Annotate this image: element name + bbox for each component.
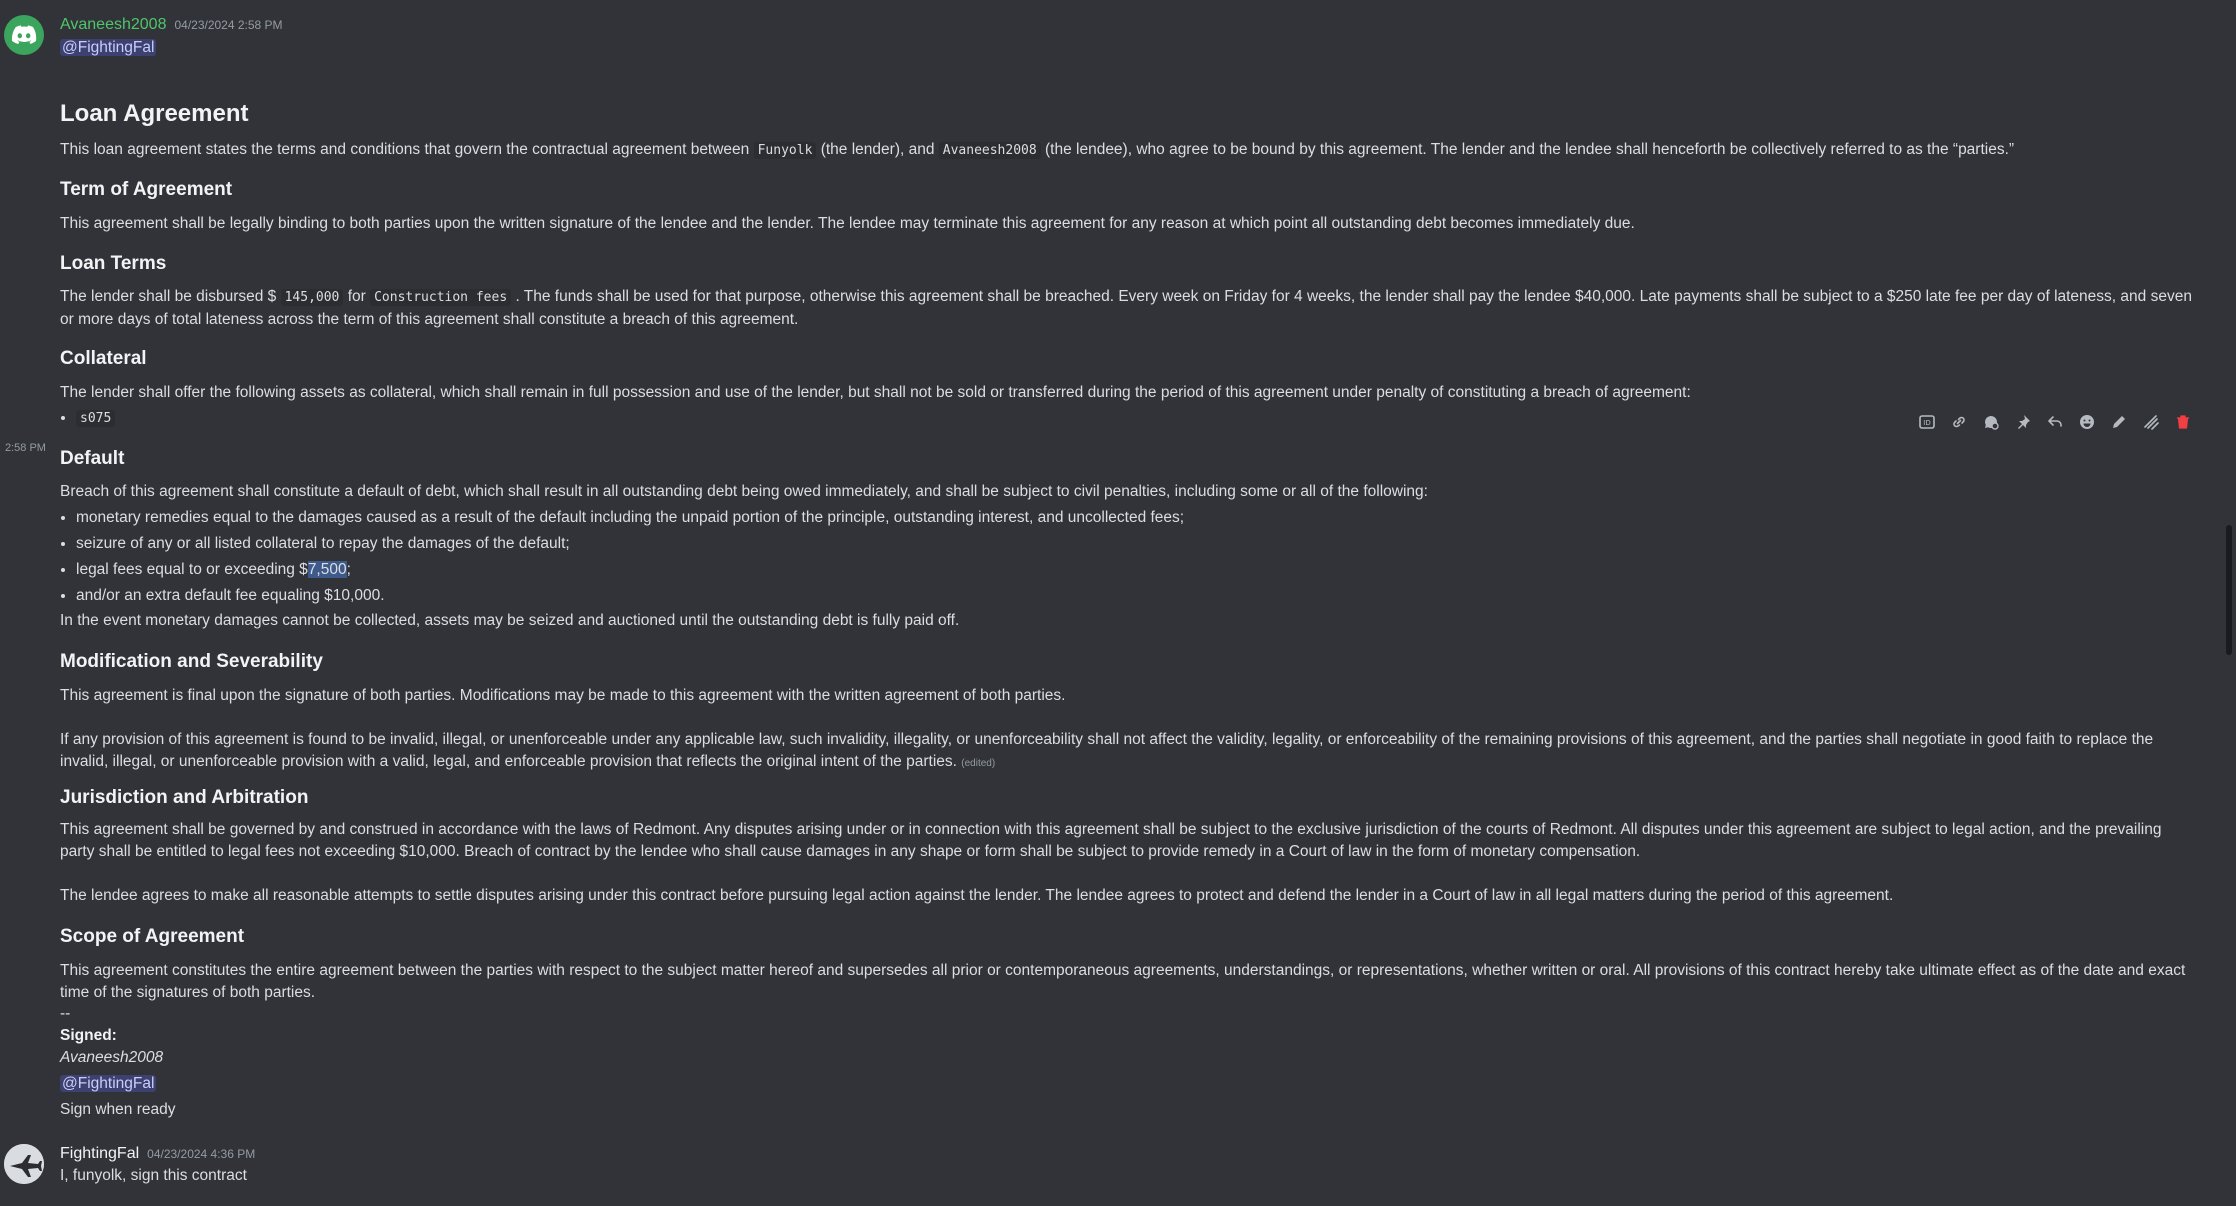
sign-prompt: Sign when ready [60,1101,176,1118]
collateral-list [60,405,2216,432]
modification-paragraph-1: This agreement is final upon the signature of both parties. Modifications may be made to this agreement with the written agreement of both parties. [60,687,1066,704]
list-item: • monetary remedies equal to the damages caused as a result of the default including the unpaid portion of the principle, outstanding interest, and uncollected fees; [76,505,2216,531]
timestamp[interactable]: 04/23/2024 4:36 PM [147,1147,256,1161]
default-heading: Default [60,448,125,469]
message-header-2 [60,1145,255,1163]
avatar-avaneesh[interactable] [4,15,44,55]
signed-name: Avaneesh2008 [60,1049,164,1066]
jurisdiction-heading: Jurisdiction and Arbitration [60,787,309,808]
avatar-fightingfal[interactable] [4,1144,44,1184]
pin-icon[interactable] [2014,413,2032,431]
default-paragraph: Breach of this agreement shall constitute a default of debt, which shall result in all outstanding debt being owed immediately, and shall be subject to civil penalties, including some or all of the following: [60,483,1428,500]
jurisdiction-paragraph-2: The lendee agrees to make all reasonable attempts to settle disputes arising under this contract before pursuing legal action against the lender. The lendee agrees to protect and defend the lender in a Court of law in all legal matters during the period of this agreement. [60,887,1894,904]
list-item: • s075 [76,405,2216,432]
forward-icon[interactable] [2142,413,2160,431]
hover-timestamp: 2:58 PM [5,442,46,454]
default-after-paragraph: In the event monetary damages cannot be collected, assets may be seized and auctioned until the outstanding debt is fully paid off. [60,612,960,629]
link-icon[interactable] [1950,413,1968,431]
jet-avatar-icon [4,1144,44,1184]
mention-line [60,37,2200,59]
edited-tag: (edited) [961,758,996,769]
emoji-icon[interactable] [2078,413,2096,431]
mention-line-2 [60,1073,2200,1095]
message-toolbar [1918,413,2192,431]
modification-paragraph-2: If any provision of this agreement is found to be invalid, illegal, or unenforceable under any applicable law, such invalidity, illegality, or unenforceability shall not affect the validity, legality, or enforceability of the remaining provisions of this agreement, and the parties shall negotiate in good faith to replace the invalid, illegal, or unenforceable provision with a valid, legal, and enforceable provision that reflects the original intent of the parties. (edited) [60,731,2154,770]
jurisdiction-paragraph-1: This agreement shall be governed by and construed in accordance with the laws of Redmont. Any disputes arising under or in connection with this agreement shall be subject to the exclusive jurisdiction of the courts of Redmont. All disputes under this agreement are subject to legal action, and the prevailing party shall be entitled to legal fees not exceeding $10,000. Breach of contract by the lendee who shall cause damages in any shape or form shall be subject to provide remedy in a Court of law in the form of monetary compensation. [60,821,2162,860]
term-paragraph: This agreement shall be legally binding to both parties upon the written signature of the lendee and the lender. The lendee may terminate this agreement for any reason at which point all outstanding debt becomes immediately due. [60,215,1635,232]
discord-logo-icon [11,25,37,45]
text-selection: 7,500 [307,561,347,578]
term-heading: Term of Agreement [60,179,233,200]
loan-paragraph: The lender shall be disbursed $ 145,000 for Construction fees . The funds shall be used for that purpose, otherwise this agreement shall be breached. Every week on Friday for 4 weeks, the lender shall pay the lendee $40,000. Late payments shall be subject to a $250 late fee per day of lateness, and seven or more days of total lateness across the term of this agreement shall constitute a breach of this agreement. [60,288,2192,328]
reply-icon[interactable] [2046,413,2064,431]
app-id-icon[interactable] [1918,413,1936,431]
timestamp[interactable]: 04/23/2024 2:58 PM [174,18,283,32]
author-name[interactable]: FightingFal [60,1145,140,1162]
scope-paragraph: This agreement constitutes the entire agreement between the parties with respect to the subject matter hereof and supersedes all prior or contemporaneous agreements, understandings, or representations, whether written or oral. All provisions of this contract hereby take ultimate effect as of the date and exact time of the signatures of both parties. [60,962,2186,1001]
scrollbar-thumb[interactable] [2226,525,2232,655]
thread-icon[interactable] [1982,413,2000,431]
collateral-paragraph: The lender shall offer the following assets as collateral, which shall remain in full possession and use of the lender, but shall not be sold or transferred during the period of this agreement under penalty of constituting a breach of agreement: [60,384,1691,401]
default-list [60,505,2216,609]
message-header [60,16,283,34]
collateral-heading: Collateral [60,348,147,369]
modification-heading: Modification and Severability [60,651,323,672]
list-item: • legal fees equal to or exceeding $7,500; [76,557,2216,583]
loan-heading: Loan Terms [60,253,167,274]
scope-heading: Scope of Agreement [60,926,245,947]
edit-icon[interactable] [2110,413,2128,431]
list-item: • and/or an extra default fee equaling $10,000. [76,583,2216,609]
author-name[interactable]: Avaneesh2008 [60,16,167,33]
signed-label: Signed: [60,1027,117,1044]
svg-text:ID: ID [1923,419,1931,427]
intro-paragraph: This loan agreement states the terms and conditions that govern the contractual agreement between Funyolk (the lender), and Avaneesh2008 (the lendee), who agree to be bound by this agreement. The lender and the lendee shall henceforth be collectively referred to as the “parties.” [60,141,2015,158]
delete-icon[interactable] [2174,413,2192,431]
list-item: • seizure of any or all listed collateral to repay the damages of the default; [76,531,2216,557]
mention[interactable]: @FightingFal [62,39,155,56]
dashes: -- [60,1005,71,1022]
message-text: I, funyolk, sign this contract [60,1167,247,1184]
doc-title: Loan Agreement [60,100,249,127]
mention[interactable]: @FightingFal [62,1075,155,1092]
